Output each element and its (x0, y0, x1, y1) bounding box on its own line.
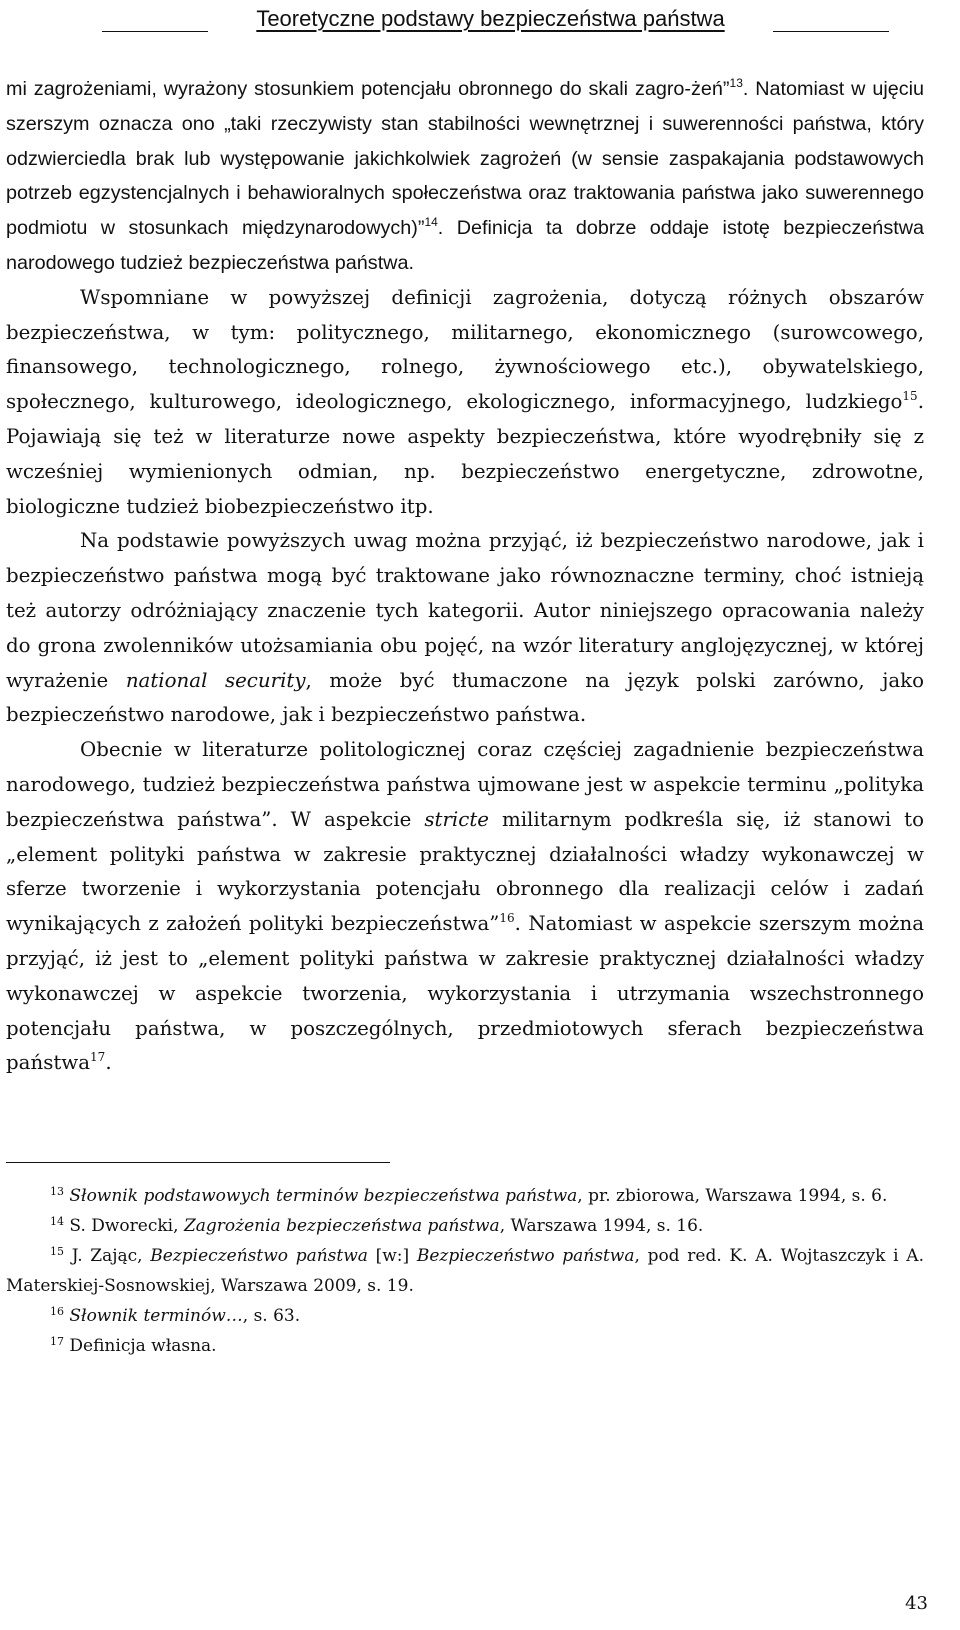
p4-text-c: . Natomiast w aspekcie szerszym można przyjąć, iż jest to „element polityki państwa w zakresie praktycznej działalności władzy wykonawczej w aspekcie tworzenia, wykorzystania i utrzymania wszechstronnego potencjału państwa, w poszczególnych, przedmiotowych sferach bezpieczeństwa państwa (6, 912, 925, 1075)
footnote-number: 14 (50, 1215, 64, 1228)
footnote-ref-15: 15 (902, 389, 918, 404)
p3-text-a: Na podstawie powyższych uwag można przyjąć, iż bezpieczeństwo narodowe, jak i bezpieczeństwo państwa mogą być traktowane jako równoznaczne terminy, choć istnieją też autorzy odróżniający znaczenie tych kategorii. Autor niniejszego opracowania należy do grona zwolenników utożsamiania obu pojęć, na wzór literatury anglojęzycznej, w której wyrażenie (6, 529, 924, 692)
p4-text-a: Obecnie w literaturze politologicznej coraz częściej zagadnienie bezpieczeństwa narodowego, tudzież bezpieczeństwa państwa ujmowane jest w aspekcie terminu „polityka bezpieczeństwa państwa”. W aspekcie (6, 738, 924, 831)
p2-text-a: Wspomniane w powyższej definicji zagrożenia, dotyczą różnych obszarów bezpieczeństwa, w tym: politycznego, militarnego, ekonomicznego (surowcowego, finansowego, technologicznego, rolnego, żywnościowego etc.), obywatelskiego, społecznego, kulturowego, ideologicznego, ekologicznego, informacyjnego, ludzkiego (6, 285, 924, 414)
footnote-number: 13 (50, 1185, 64, 1198)
p4-text-b: militarnym podkreśla się, iż stanowi to „element polityki państwa w zakresie praktycznej działalności władzy wykonawczej w sferze tworzenie i wykorzystania potencjału obronnego dla realizacji celów i zadań wynikających z założeń polityki bezpieczeństwa” (6, 807, 925, 936)
body-text (6, 72, 924, 1081)
footnote-text: , Warszawa 1994, s. 16. (499, 1216, 704, 1236)
footnote-number: 15 (50, 1245, 64, 1258)
footnote-ref-17: 17 (90, 1050, 106, 1065)
paragraph-1 (6, 72, 924, 281)
p1-text-b: . Natomiast w ujęciu szerszym oznacza ono „taki rzeczywisty stan stabilności wewnętrznej i suwerenności państwa, który odzwierciedla brak lub występowanie jakichkolwiek zagrożeń (w sensie zaspakajania podstawowych potrzeb egzystencjalnych i behawioralnych społeczeństwa oraz traktowania państwa jako suwerennego podmiotu w stosunkach międzynarodowych)” (6, 78, 925, 240)
p1-text-a: mi zagrożeniami, wyrażony stosunkiem potencjału obronnego do skali zagro-żeń” (6, 78, 730, 100)
footnote-number: 17 (50, 1335, 64, 1348)
footnote-ref-13: 13 (729, 76, 743, 90)
footnote-16 (6, 1301, 924, 1331)
footnote-title: Zagrożenia bezpieczeństwa państwa (183, 1216, 500, 1236)
paragraph-2 (6, 281, 924, 525)
footnote-number: 16 (50, 1305, 64, 1318)
paragraph-4 (6, 733, 924, 1081)
p3-text-b: , może być tłumaczone na język polski zarówno, jako bezpieczeństwo narodowe, jak i bezpieczeństwo państwa. (6, 668, 925, 727)
p4-italic-term: stricte (424, 807, 489, 831)
p4-text-d: . (105, 1051, 112, 1075)
running-header (0, 4, 960, 38)
footnote-title: Słownik podstawowych terminów bezpieczeństwa państwa (69, 1186, 578, 1206)
p3-italic-term: national security (125, 668, 306, 692)
p2-text-b: . Pojawiają się też w literaturze nowe aspekty bezpieczeństwa, które wyodrębniły się z wcześniej wymienionych odmian, np. bezpieczeństwo energetyczne, zdrowotne, biologiczne tudzież biobezpieczeństwo itp. (6, 390, 924, 518)
p1-text-c: . Definicja ta dobrze oddaje istotę bezpieczeństwa narodowego tudzież bezpieczeństwa państwa. (6, 217, 924, 274)
header-title: Teoretyczne podstawy bezpieczeństwa państwa (256, 6, 725, 31)
footnote-title: Słownik terminów… (69, 1306, 243, 1326)
footnote-ref-16: 16 (499, 911, 515, 926)
header-rule-left (102, 31, 208, 32)
header-rule-right (773, 31, 889, 32)
footnote-separator (6, 1162, 390, 1163)
footnote-title: Bezpieczeństwo państwa (150, 1246, 368, 1266)
footnote-text: [w:] (367, 1246, 417, 1266)
footnote-text: , pod red. K. A. Wojtaszczyk i A. Materskiej-Sosnowskiej, Warszawa 2009, s. 19. (6, 1246, 924, 1296)
paragraph-3 (6, 524, 924, 733)
footnotes (6, 1181, 924, 1361)
footnote-13 (6, 1181, 924, 1211)
footnote-text: Definicja własna. (69, 1336, 217, 1356)
page-number: 43 (905, 1593, 928, 1614)
footnote-text: , s. 63. (242, 1306, 301, 1326)
footnote-title-2: Bezpieczeństwo państwa (416, 1246, 635, 1266)
footnote-17 (6, 1331, 924, 1361)
footnote-author: S. Dworecki, (69, 1216, 184, 1236)
footnote-author: J. Zając, (71, 1246, 151, 1266)
footnote-15 (6, 1241, 924, 1301)
footnote-ref-14: 14 (424, 215, 438, 230)
footnote-text: , pr. zbiorowa, Warszawa 1994, s. 6. (577, 1186, 888, 1206)
footnote-14 (6, 1211, 924, 1241)
